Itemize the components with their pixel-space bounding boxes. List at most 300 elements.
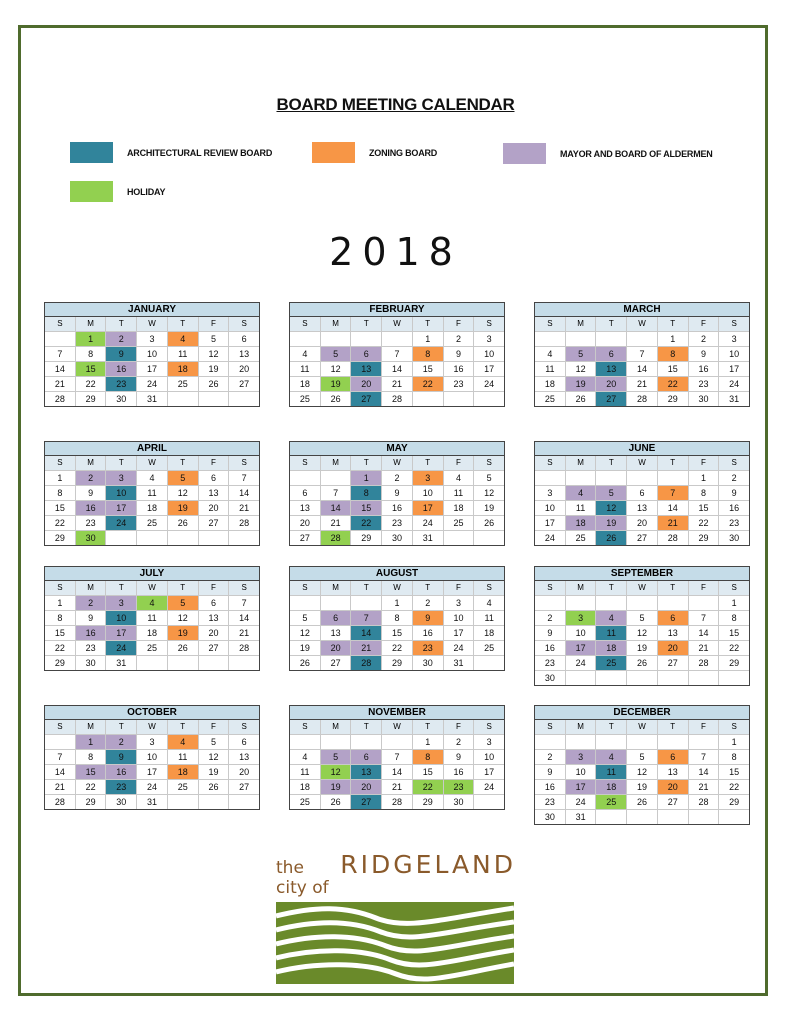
day-cell: 4 [168,735,199,750]
empty-day-cell [566,596,597,611]
day-cell: 2 [106,332,137,347]
legend-label-hol: HOLIDAY [127,186,166,197]
month-name: JANUARY [45,303,259,317]
day-cell: 23 [535,656,566,671]
empty-day-cell [290,471,321,486]
day-cell: 15 [76,765,107,780]
empty-day-cell [199,656,230,670]
day-cell: 29 [45,531,76,545]
day-cell: 29 [76,392,107,406]
day-cell: 4 [168,332,199,347]
empty-day-cell [474,531,504,545]
empty-day-cell [321,332,352,347]
day-cell: 26 [290,656,321,670]
day-cell: 30 [106,795,137,809]
day-cell: 10 [413,486,444,501]
day-cell: 11 [596,626,627,641]
day-cell: 23 [76,516,107,531]
day-cell: 29 [45,656,76,670]
weekday-label: T [658,317,689,332]
month-november [289,705,505,810]
weekday-header [535,581,749,596]
day-cell: 15 [382,626,413,641]
day-cell: 10 [566,765,597,780]
day-cell: 27 [658,656,689,671]
day-cell: 15 [413,362,444,377]
month-name: DECEMBER [535,706,749,720]
day-cell: 9 [413,611,444,626]
day-cell: 6 [199,471,230,486]
weekday-label: T [168,720,199,735]
day-cell: 23 [535,795,566,810]
day-cell: 19 [321,780,352,795]
day-cell: 7 [229,471,259,486]
day-cell: 13 [627,501,658,516]
weekday-label: M [76,317,107,332]
day-cell: 8 [382,611,413,626]
day-cell: 13 [199,486,230,501]
day-cell: 26 [199,377,230,392]
empty-day-cell [566,671,597,685]
empty-day-cell [596,810,627,824]
day-cell: 26 [321,795,352,809]
weekday-label: M [321,581,352,596]
day-cell: 20 [627,516,658,531]
week-row [45,486,259,501]
empty-day-cell [229,531,259,545]
week-row [535,626,749,641]
day-cell: 30 [413,656,444,670]
week-row [535,501,749,516]
weekday-label: F [444,581,475,596]
weekday-header [535,456,749,471]
day-cell: 12 [199,347,230,362]
day-cell: 15 [351,501,382,516]
day-cell: 27 [596,392,627,406]
week-row [290,392,504,406]
day-cell: 11 [137,611,168,626]
day-cell: 21 [382,780,413,795]
day-cell: 4 [474,596,504,611]
day-cell: 3 [137,332,168,347]
day-cell: 6 [658,750,689,765]
weekday-label: F [444,456,475,471]
day-cell: 4 [535,347,566,362]
month-may [289,441,505,546]
week-row [290,486,504,501]
empty-day-cell [382,735,413,750]
day-cell: 18 [137,626,168,641]
day-cell: 9 [76,486,107,501]
day-cell: 8 [719,611,749,626]
day-cell: 3 [719,332,749,347]
weekday-label: M [566,720,597,735]
day-cell: 20 [321,641,352,656]
day-cell: 27 [351,392,382,406]
day-cell: 6 [351,750,382,765]
empty-day-cell [321,471,352,486]
week-row [45,516,259,531]
day-cell: 19 [321,377,352,392]
day-cell: 15 [689,501,720,516]
week-row [535,671,749,685]
day-cell: 2 [444,332,475,347]
day-cell: 5 [168,471,199,486]
day-cell: 27 [627,531,658,545]
day-cell: 30 [535,671,566,685]
empty-day-cell [658,471,689,486]
day-cell: 29 [382,656,413,670]
weekday-label: S [229,456,259,471]
weekday-label: M [321,317,352,332]
weekday-label: T [413,317,444,332]
day-cell: 27 [321,656,352,670]
day-cell: 1 [76,735,107,750]
day-cell: 15 [45,626,76,641]
day-cell: 1 [382,596,413,611]
day-cell: 26 [168,516,199,531]
empty-day-cell [444,392,475,406]
day-cell: 22 [45,516,76,531]
weekday-label: M [76,456,107,471]
empty-day-cell [382,332,413,347]
week-row [290,362,504,377]
day-cell: 13 [658,765,689,780]
day-cell: 5 [321,347,352,362]
empty-day-cell [229,392,259,406]
page-title: BOARD MEETING CALENDAR [276,95,515,114]
day-cell: 7 [658,486,689,501]
weekday-label: W [137,456,168,471]
empty-day-cell [106,531,137,545]
weekday-label: F [689,317,720,332]
day-cell: 25 [290,795,321,809]
day-cell: 29 [719,795,749,810]
day-cell: 18 [168,362,199,377]
day-cell: 26 [627,795,658,810]
weekday-label: T [596,720,627,735]
day-cell: 1 [719,596,749,611]
day-cell: 8 [658,347,689,362]
week-row [535,795,749,810]
day-cell: 25 [290,392,321,406]
day-cell: 5 [596,486,627,501]
day-cell: 3 [137,735,168,750]
day-cell: 1 [689,471,720,486]
day-cell: 8 [413,750,444,765]
weekday-label: F [689,456,720,471]
day-cell: 2 [106,735,137,750]
day-cell: 8 [45,486,76,501]
weekday-label: W [382,456,413,471]
day-cell: 2 [413,596,444,611]
day-cell: 9 [382,486,413,501]
weekday-label: S [290,317,321,332]
week-row [45,377,259,392]
day-cell: 1 [45,596,76,611]
day-cell: 26 [474,516,504,531]
weekday-label: W [627,581,658,596]
day-cell: 10 [719,347,749,362]
weekday-label: S [719,317,749,332]
day-cell: 23 [76,641,107,656]
day-cell: 4 [290,750,321,765]
weekday-label: S [474,456,504,471]
day-cell: 17 [137,362,168,377]
day-cell: 14 [689,626,720,641]
day-cell: 11 [290,765,321,780]
legend-label-arb: ARCHITECTURAL REVIEW BOARD [127,147,273,158]
day-cell: 24 [444,641,475,656]
day-cell: 16 [444,765,475,780]
weekday-label: S [719,581,749,596]
day-cell: 4 [566,486,597,501]
day-cell: 23 [689,377,720,392]
day-cell: 21 [229,501,259,516]
day-cell: 16 [106,362,137,377]
day-cell: 16 [719,501,749,516]
day-cell: 14 [229,486,259,501]
day-cell: 30 [729,533,740,543]
legend-swatch-arb [70,142,113,163]
day-cell: 19 [199,362,230,377]
empty-day-cell [689,735,720,750]
day-cell: 2 [76,471,107,486]
empty-day-cell [199,795,230,809]
week-row [290,735,504,750]
day-cell: 9 [689,347,720,362]
weekday-label: W [627,456,658,471]
logo-hills-icon [276,902,514,984]
day-cell: 2 [719,471,749,486]
day-cell: 13 [290,501,321,516]
legend-swatch-mba [503,143,546,164]
week-row [290,641,504,656]
month-october [44,705,260,810]
weekday-label: T [658,456,689,471]
week-row [290,347,504,362]
week-row [535,735,749,750]
day-cell: 25 [474,641,504,656]
weekday-label: T [413,720,444,735]
day-cell: 9 [106,750,137,765]
weekday-label: F [199,720,230,735]
day-cell: 22 [689,516,720,531]
week-row [290,795,504,809]
empty-day-cell [658,596,689,611]
day-cell: 15 [413,765,444,780]
day-cell: 15 [45,501,76,516]
day-cell: 30 [535,810,566,824]
day-cell: 3 [566,611,597,626]
day-cell: 4 [444,471,475,486]
day-cell: 27 [351,795,382,809]
weekday-label: S [229,581,259,596]
weekday-label: S [535,581,566,596]
day-cell: 21 [321,516,352,531]
weekday-header [290,456,504,471]
empty-day-cell [596,671,627,685]
weekday-label: W [137,317,168,332]
day-cell: 7 [351,611,382,626]
week-row [535,641,749,656]
day-cell: 27 [229,377,259,392]
week-row [45,735,259,750]
day-cell: 27 [658,795,689,810]
day-cell: 17 [566,641,597,656]
day-cell: 7 [321,486,352,501]
weekday-label: W [627,720,658,735]
legend-mayor-board [503,143,713,164]
empty-day-cell [290,332,321,347]
day-cell: 11 [168,347,199,362]
day-cell: 29 [658,392,689,406]
day-cell: 14 [229,611,259,626]
legend-architectural-review-board [70,142,272,163]
empty-day-cell [474,656,504,670]
day-cell: 1 [351,471,382,486]
day-cell: 31 [413,531,444,545]
weekday-label: S [45,720,76,735]
day-cell: 9 [76,611,107,626]
day-cell: 5 [566,347,597,362]
weekday-header [45,456,259,471]
week-row [290,626,504,641]
month-name: SEPTEMBER [535,567,749,581]
day-cell: 25 [137,516,168,531]
weekday-label: T [106,456,137,471]
weekday-label: W [382,581,413,596]
empty-day-cell [566,471,597,486]
day-cell: 17 [535,516,566,531]
day-cell: 18 [535,377,566,392]
day-cell: 14 [382,362,413,377]
day-cell: 5 [168,596,199,611]
day-cell: 14 [351,626,382,641]
week-row [45,471,259,486]
day-cell: 30 [689,392,720,406]
day-cell: 12 [290,626,321,641]
day-cell: 21 [45,780,76,795]
month-name: JULY [45,567,259,581]
day-cell: 5 [627,611,658,626]
day-cell: 23 [719,516,749,531]
day-cell: 22 [413,377,444,392]
day-cell: 13 [658,626,689,641]
day-cell: 19 [596,516,627,531]
day-cell: 21 [45,377,76,392]
empty-day-cell [444,531,475,545]
day-cell: 24 [137,780,168,795]
day-cell: 14 [45,362,76,377]
empty-day-cell [351,735,382,750]
day-cell: 4 [137,596,168,611]
day-cell: 8 [45,611,76,626]
day-cell: 5 [627,750,658,765]
empty-day-cell [627,735,658,750]
weekday-header [290,720,504,735]
day-cell: 10 [137,347,168,362]
empty-day-cell [474,392,504,406]
day-cell: 20 [229,765,259,780]
weekday-label: T [351,317,382,332]
day-cell: 9 [535,626,566,641]
day-cell: 13 [351,362,382,377]
day-cell: 16 [535,780,566,795]
week-row [45,362,259,377]
empty-day-cell [658,735,689,750]
day-cell: 17 [566,780,597,795]
weekday-header [290,581,504,596]
day-cell: 25 [168,377,199,392]
day-cell: 3 [474,332,504,347]
day-cell: 25 [596,795,627,810]
day-cell: 30 [382,531,413,545]
day-cell: 19 [199,765,230,780]
empty-day-cell [168,656,199,670]
week-row [535,611,749,626]
week-row [535,810,749,824]
day-cell: 23 [413,641,444,656]
empty-day-cell [290,735,321,750]
day-cell: 16 [382,501,413,516]
week-row [45,795,259,809]
weekday-label: T [168,581,199,596]
day-cell: 24 [566,656,597,671]
week-row [45,392,259,406]
day-cell: 1 [413,735,444,750]
day-cell: 8 [76,347,107,362]
day-cell: 28 [658,531,689,545]
week-row [45,611,259,626]
day-cell: 14 [627,362,658,377]
legend-swatch-hol [70,181,113,202]
day-cell: 24 [137,377,168,392]
day-cell: 13 [229,347,259,362]
weekday-label: S [229,720,259,735]
day-cell: 24 [474,780,504,795]
day-cell: 7 [689,611,720,626]
calendar-year: 2018 [329,230,462,274]
month-september [534,566,750,686]
empty-day-cell [45,735,76,750]
month-name: FEBRUARY [290,303,504,317]
day-cell: 27 [199,516,230,531]
day-cell: 31 [566,810,597,824]
day-cell: 11 [474,611,504,626]
day-cell: 11 [137,486,168,501]
day-cell: 13 [321,626,352,641]
day-cell: 24 [106,516,137,531]
day-cell: 28 [382,392,413,406]
day-cell: 6 [627,486,658,501]
weekday-label: M [76,581,107,596]
day-cell: 26 [566,392,597,406]
weekday-label: F [444,317,475,332]
day-cell: 25 [137,641,168,656]
weekday-label: F [199,456,230,471]
day-cell: 18 [566,516,597,531]
empty-day-cell [658,810,689,824]
day-cell: 7 [45,347,76,362]
day-cell: 23 [444,377,475,392]
day-cell: 28 [45,392,76,406]
day-cell: 8 [351,486,382,501]
week-row [535,347,749,362]
week-row [290,765,504,780]
day-cell: 7 [689,750,720,765]
day-cell: 6 [321,611,352,626]
